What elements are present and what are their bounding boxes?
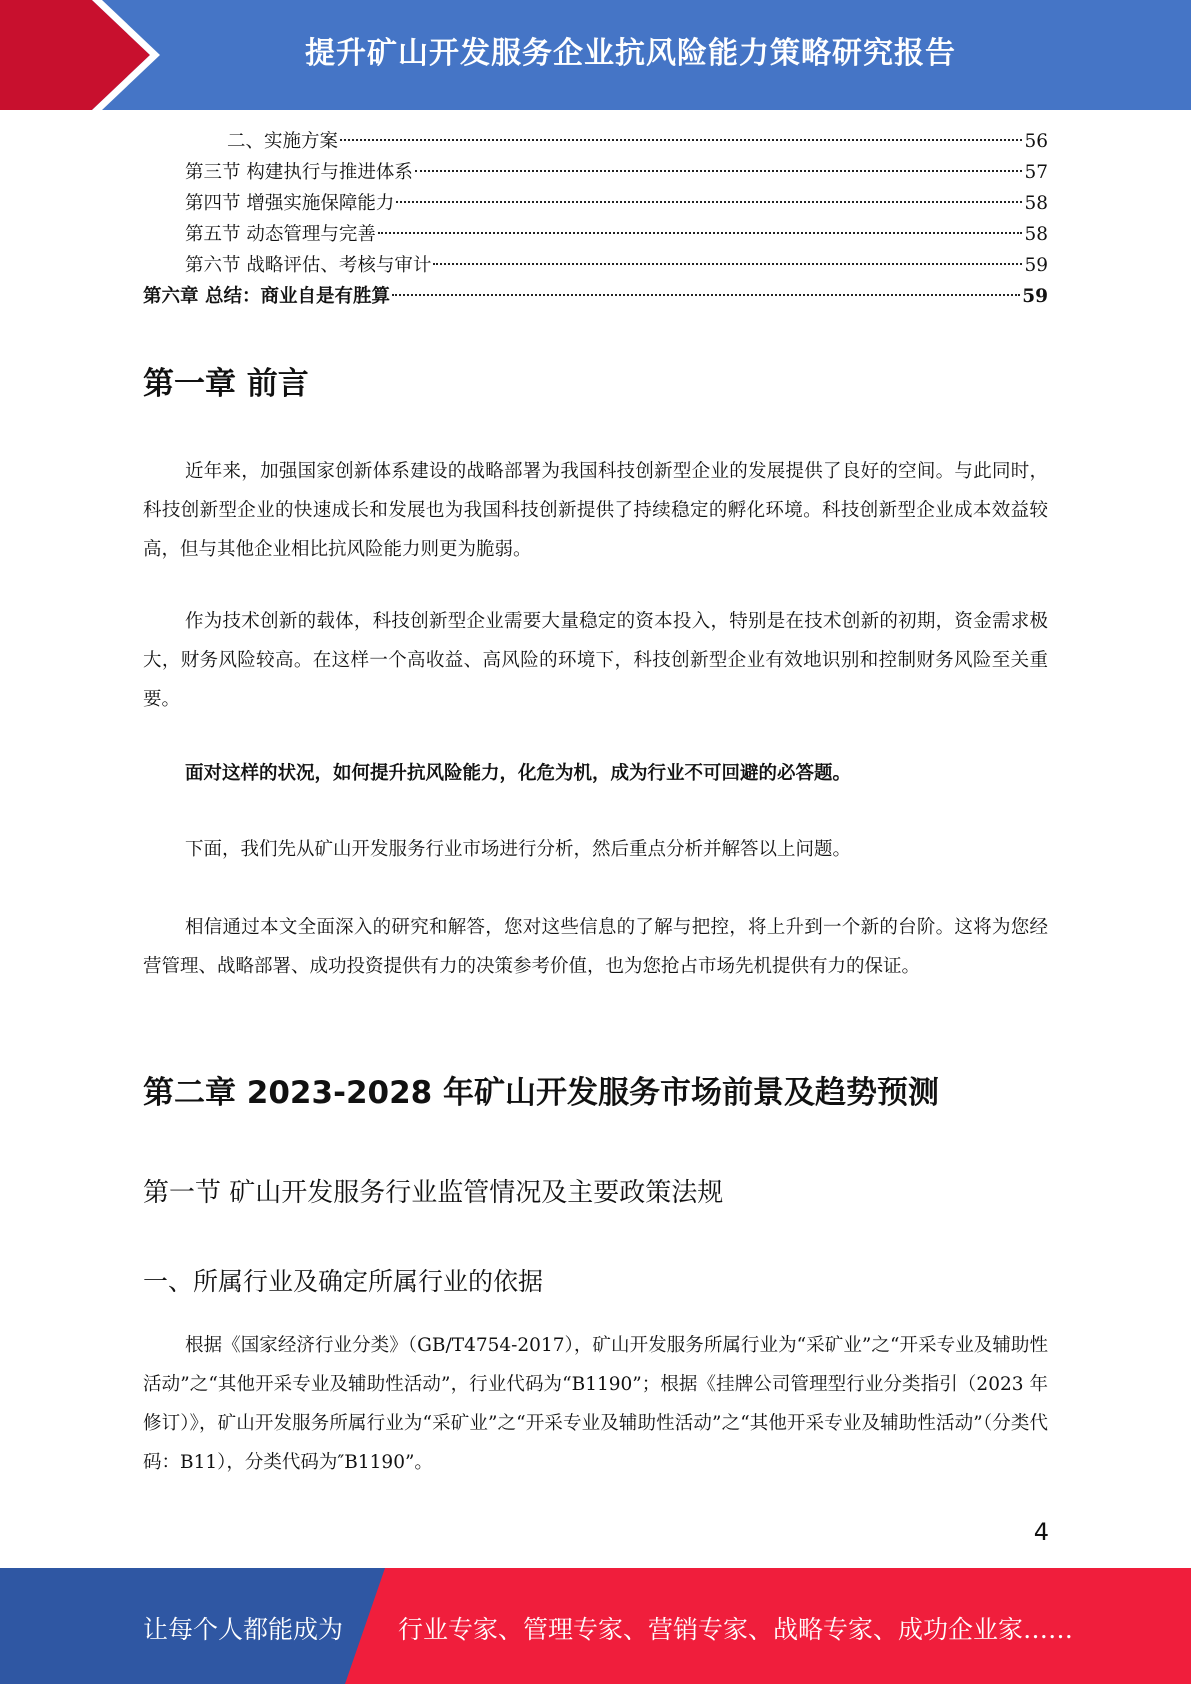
subsection-1-heading: 一、所属行业及确定所属行业的依据 [143, 1267, 544, 1296]
toc-dot-leader [378, 232, 1023, 234]
toc-entry-page: 57 [1024, 162, 1048, 183]
toc-entry-label: 第六章 总结：商业自是有胜算 [143, 286, 390, 307]
section-1-heading: 第一节 矿山开发服务行业监管情况及主要政策法规 [143, 1178, 724, 1208]
chapter-2-heading: 第二章 2023-2028 年矿山开发服务市场前景及趋势预测 [143, 1075, 940, 1111]
toc-dot-leader [415, 170, 1023, 172]
toc-entry-page: 58 [1024, 224, 1048, 245]
toc-entry-label: 第六节 战略评估、考核与审计 [185, 255, 432, 276]
toc-entry-label: 二、实施方案 [227, 131, 339, 152]
chapter-1-paragraph-2: 作为技术创新的载体，科技创新型企业需要大量稳定的资本投入，特别是在技术创新的初期，资金需求极大，财务风险较高。在这样一个高收益、高风险的环境下，科技创新型企业有效地识别和控制财务风险至关重要。 [143, 611, 1048, 710]
toc-entry-page: 56 [1024, 131, 1048, 152]
page-number: 4 [1033, 1518, 1049, 1546]
toc-entry-chapter[interactable] [143, 283, 1048, 311]
toc-dot-leader [340, 139, 1022, 141]
toc-entry-page: 59 [1022, 286, 1048, 307]
toc-entry[interactable] [227, 128, 1048, 156]
footer-slogan-right: 行业专家、管理专家、营销专家、战略专家、成功企业家…… [398, 1615, 1074, 1644]
toc-entry-page: 59 [1024, 255, 1048, 276]
toc-dot-leader [396, 201, 1022, 203]
toc-entry[interactable] [185, 252, 1048, 280]
toc-dot-leader [433, 263, 1022, 265]
report-title: 提升矿山开发服务企业抗风险能力策略研究报告 [305, 36, 956, 71]
toc-entry[interactable] [185, 190, 1048, 218]
toc-entry-label: 第五节 动态管理与完善 [185, 224, 376, 245]
toc-entry[interactable] [185, 221, 1048, 249]
toc-dot-leader [392, 294, 1020, 296]
page-footer [0, 1568, 1191, 1684]
subsection-1-paragraph: 根据《国家经济行业分类》（GB/T4754-2017），矿山开发服务所属行业为“采矿业”之“开采专业及辅助性活动”之“其他开采专业及辅助性活动”，行业代码为“B1190”；根据《挂牌公司管理型行业分类指引（2023 年修订）》，矿山开发服务所属行业为“采矿业”之“开采专业及辅助性活动”之“其他开采专业及辅助性活动”（分类代码：B11），分类代码为″B1190”。 [143, 1335, 1048, 1473]
chapter-1-heading: 第一章 前言 [143, 366, 309, 402]
chapter-1-paragraph-3: 下面，我们先从矿山开发服务行业市场进行分析，然后重点分析并解答以上问题。 [185, 839, 852, 860]
chapter-1-emphasis-line: 面对这样的状况，如何提升抗风险能力，化危为机，成为行业不可回避的必答题。 [185, 763, 852, 784]
toc-entry-label: 第三节 构建执行与推进体系 [185, 162, 413, 183]
chapter-1-paragraph-1: 近年来，加强国家创新体系建设的战略部署为我国科技创新型企业的发展提供了良好的空间。与此同时，科技创新型企业的快速成长和发展也为我国科技创新提供了持续稳定的孵化环境。科技创新型企业成本效益较高，但与其他企业相比抗风险能力则更为脆弱。 [143, 461, 1048, 560]
page-header [0, 0, 1191, 110]
footer-slogan-left: 让每个人都能成为 [143, 1615, 344, 1644]
toc-entry[interactable] [185, 159, 1048, 187]
chapter-1-paragraph-4: 相信通过本文全面深入的研究和解答，您对这些信息的了解与把控，将上升到一个新的台阶。这将为您经营管理、战略部署、成功投资提供有力的决策参考价值，也为您抢占市场先机提供有力的保证。 [143, 917, 1048, 977]
toc-entry-label: 第四节 增强实施保障能力 [185, 193, 395, 214]
toc-entry-page: 58 [1024, 193, 1048, 214]
